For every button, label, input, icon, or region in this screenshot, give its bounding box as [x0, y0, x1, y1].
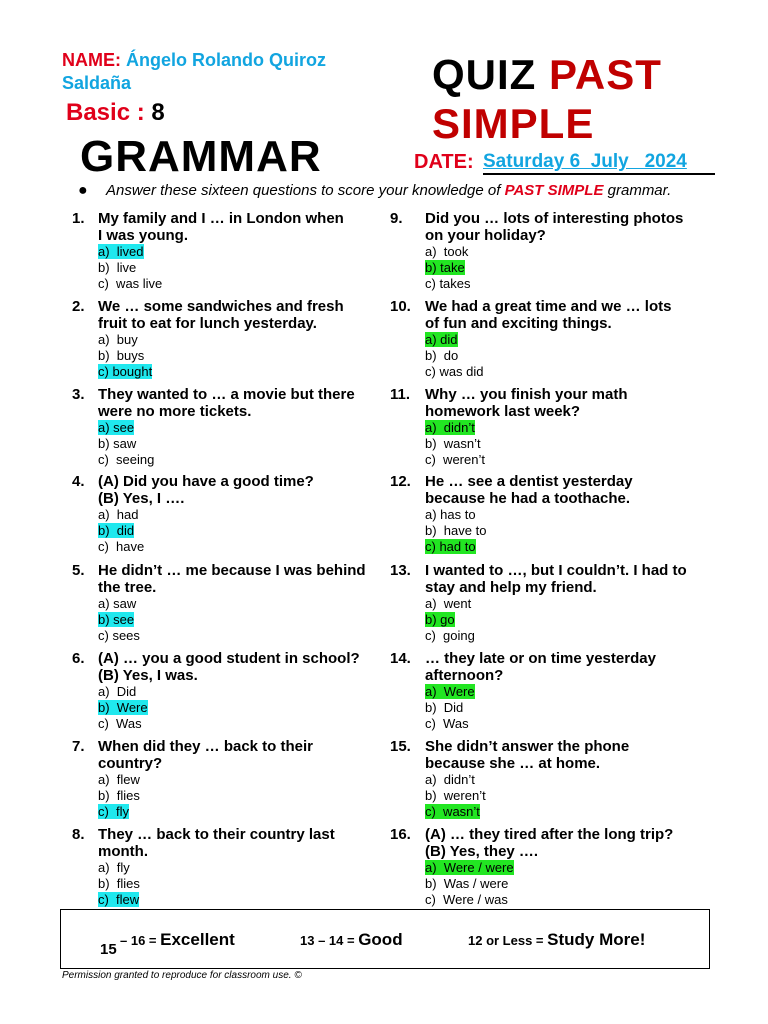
answer-option-row [98, 539, 144, 555]
grammar-heading: GRAMMAR [80, 132, 322, 181]
answer-option-row [425, 700, 475, 716]
answer-option-row [98, 523, 144, 539]
answer-option[interactable]: a) saw [98, 596, 137, 611]
answer-option-row [425, 364, 484, 380]
answer-option[interactable]: a) took [425, 244, 469, 259]
answer-options [98, 860, 140, 908]
question-line2: (B) Yes, I was. [98, 667, 198, 684]
question-text [98, 562, 398, 596]
score-range1-rest: – 16 = [120, 933, 157, 948]
answer-option-selected[interactable]: a) lived [98, 244, 144, 259]
question-line1: He … see a dentist yesterday [425, 473, 633, 490]
student-surname: Saldaña [62, 73, 132, 93]
question-line2: were no more tickets. [98, 403, 252, 420]
answer-option-selected[interactable]: c) flew [98, 892, 140, 907]
answer-option-row [98, 260, 162, 276]
answer-option[interactable]: b) do [425, 348, 459, 363]
answer-option-row [425, 876, 514, 892]
answer-options [98, 244, 162, 292]
quiz-word: QUIZ [432, 51, 537, 98]
answer-options [425, 772, 486, 820]
question-number: 1. [72, 210, 85, 227]
question-line1: They … back to their country last [98, 826, 335, 843]
question-text [98, 738, 398, 772]
question-line1: I wanted to …, but I couldn’t. I had to [425, 562, 687, 579]
question-line1: My family and I … in London when [98, 210, 344, 227]
quiz-title [432, 50, 662, 148]
question-line1: Did you … lots of interesting photos [425, 210, 684, 227]
score-range1 [120, 930, 235, 950]
question-line2: afternoon? [425, 667, 504, 684]
question-number: 6. [72, 650, 85, 667]
answer-option-selected[interactable]: a) did [425, 332, 458, 347]
question-line2: on your holiday? [425, 227, 546, 244]
answer-option-row [425, 804, 486, 820]
simple-word: SIMPLE [432, 100, 595, 147]
question-line2: month. [98, 843, 148, 860]
question-text [98, 650, 398, 684]
answer-option-row [98, 612, 140, 628]
question-number: 13. [390, 562, 411, 579]
answer-option[interactable]: a) buy [98, 332, 138, 347]
answer-option-row [98, 772, 140, 788]
answer-option-selected[interactable]: c) fly [98, 804, 130, 819]
score-range3 [468, 930, 645, 950]
question-text [425, 386, 725, 420]
answer-option-row [425, 716, 475, 732]
answer-option[interactable]: c) takes [425, 276, 471, 291]
answer-option[interactable]: b) weren’t [425, 788, 486, 803]
question-number: 12. [390, 473, 411, 490]
answer-option-row [98, 332, 152, 348]
answer-option-selected[interactable]: c) had to [425, 539, 476, 554]
question-line2: the tree. [98, 579, 157, 596]
question-text [98, 210, 398, 244]
footer-permission: Permission granted to reproduce for classroom use. © [62, 970, 302, 981]
answer-option[interactable]: c) have [98, 539, 145, 554]
answer-option[interactable]: c) seeing [98, 452, 155, 467]
question-number: 10. [390, 298, 411, 315]
answer-option-selected[interactable]: a) didn’t [425, 420, 475, 435]
answer-options [98, 596, 140, 644]
answer-option-row [98, 420, 154, 436]
answer-option-row [98, 628, 140, 644]
answer-option-selected[interactable]: b) take [425, 260, 465, 275]
answer-option[interactable]: c) Was [425, 716, 469, 731]
question-line2: homework last week? [425, 403, 581, 420]
answer-options [98, 684, 148, 732]
question-text [425, 826, 725, 860]
answer-option-row [98, 244, 162, 260]
answer-options [425, 244, 471, 292]
question-text [425, 473, 725, 507]
basic-value: 8 [151, 99, 165, 126]
answer-option-row [425, 772, 486, 788]
question-number: 3. [72, 386, 85, 403]
question-number: 15. [390, 738, 411, 755]
score-range1-label: Excellent [160, 930, 235, 949]
answer-option-row [98, 892, 140, 908]
answer-option-row [425, 628, 475, 644]
score-range3-num: 12 or Less = [468, 933, 544, 948]
answer-option-row [425, 452, 485, 468]
past-word: PAST [549, 51, 662, 98]
answer-option-row [425, 788, 486, 804]
question-text [425, 298, 725, 332]
bullet-icon: ● [78, 182, 88, 199]
question-line1: She didn’t answer the phone [425, 738, 630, 755]
question-number: 14. [390, 650, 411, 667]
answer-option[interactable]: a) flew [98, 772, 140, 787]
question-text [425, 650, 725, 684]
basic-level [66, 99, 165, 127]
answer-option-row [98, 804, 140, 820]
answer-option[interactable]: c) was did [425, 364, 484, 379]
answer-option[interactable]: b) Did [425, 700, 464, 715]
question-text [98, 386, 398, 420]
answer-option-row [98, 700, 148, 716]
answer-option[interactable]: c) weren’t [425, 452, 485, 467]
answer-option-row [425, 332, 484, 348]
instructions-text: Answer these sixteen questions to score your knowledge of [106, 182, 501, 199]
answer-option[interactable]: b) live [98, 260, 137, 275]
question-text [425, 738, 725, 772]
name-label: NAME: [62, 50, 121, 70]
answer-option-row [98, 507, 144, 523]
answer-option-row [425, 612, 475, 628]
answer-option-selected[interactable]: a) Were / were [425, 860, 514, 875]
question-line1: (A) Did you have a good time? [98, 473, 314, 490]
question-number: 7. [72, 738, 85, 755]
score-range2 [300, 930, 403, 950]
answer-option-row [98, 684, 148, 700]
question-text [425, 210, 725, 244]
question-line1: Why … you finish your math [425, 386, 628, 403]
answer-option-selected[interactable]: a) Were [425, 684, 475, 699]
answer-option[interactable]: c) Were / was [425, 892, 508, 907]
answer-option[interactable]: c) Was [98, 716, 142, 731]
question-line2: (B) Yes, I …. [98, 490, 185, 507]
instructions-highlight: PAST SIMPLE [504, 182, 604, 199]
answer-option-selected[interactable]: c) bought [98, 364, 153, 379]
answer-options [425, 684, 475, 732]
answer-option-row [425, 539, 486, 555]
score-range1-number: 15 [100, 941, 117, 958]
answer-option-row [98, 276, 162, 292]
answer-option-selected[interactable]: b) go [425, 612, 455, 627]
answer-options [425, 860, 514, 908]
question-number: 16. [390, 826, 411, 843]
question-line1: (A) … you a good student in school? [98, 650, 360, 667]
question-line1: He didn’t … me because I was behind [98, 562, 366, 579]
answer-options [98, 332, 152, 380]
instructions [106, 182, 671, 199]
answer-options [425, 507, 486, 555]
answer-option-selected[interactable]: b) did [98, 523, 135, 538]
score-range2-label: Good [358, 930, 403, 949]
question-number: 11. [390, 386, 411, 403]
answer-option-selected[interactable]: c) wasn’t [425, 804, 480, 819]
question-line1: When did they … back to their [98, 738, 314, 755]
answer-option-row [98, 452, 154, 468]
answer-option[interactable]: b) wasn’t [425, 436, 481, 451]
question-line2: because she … at home. [425, 755, 601, 772]
answer-option[interactable]: b) buys [98, 348, 145, 363]
date-label: DATE: [414, 151, 474, 173]
answer-option-row [425, 523, 486, 539]
answer-option-row [425, 860, 514, 876]
answer-option[interactable]: c) going [425, 628, 475, 643]
answer-options [98, 772, 140, 820]
answer-option-row [425, 420, 485, 436]
answer-option[interactable]: c) sees [98, 628, 140, 643]
answer-options [425, 332, 484, 380]
question-number: 5. [72, 562, 85, 579]
answer-option[interactable]: b) flies [98, 788, 140, 803]
question-text [98, 298, 398, 332]
answer-option-row [98, 596, 140, 612]
student-name: Ángelo Rolando Quiroz [126, 50, 327, 70]
answer-option[interactable]: a) fly [98, 860, 130, 875]
question-number: 8. [72, 826, 85, 843]
answer-option-row [98, 788, 140, 804]
answer-option-row [425, 596, 475, 612]
answer-options [98, 507, 144, 555]
question-number: 2. [72, 298, 85, 315]
answer-option-row [425, 244, 471, 260]
question-text [98, 473, 398, 507]
answer-option-row [98, 716, 148, 732]
answer-option[interactable]: b) Was / were [425, 876, 509, 891]
answer-option-row [98, 364, 152, 380]
answer-option-row [425, 684, 475, 700]
answer-option-row [425, 260, 471, 276]
answer-option-row [425, 436, 485, 452]
answer-option-row [425, 276, 471, 292]
answer-option-row [425, 507, 486, 523]
answer-option[interactable]: b) flies [98, 876, 140, 891]
question-line2: country? [98, 755, 163, 772]
question-number: 9. [390, 210, 403, 227]
question-line1: We … some sandwiches and fresh [98, 298, 344, 315]
answer-option[interactable]: b) saw [98, 436, 137, 451]
question-line1: (A) … they tired after the long trip? [425, 826, 674, 843]
answer-option-row [98, 436, 154, 452]
answer-option-row [98, 876, 140, 892]
answer-option-row [425, 892, 514, 908]
question-line2: fruit to eat for lunch yesterday. [98, 315, 317, 332]
answer-option-row [98, 860, 140, 876]
answer-options [98, 420, 154, 468]
question-line1: … they late or on time yesterday [425, 650, 656, 667]
answer-options [425, 420, 485, 468]
answer-option-row [425, 348, 484, 364]
answer-option[interactable]: a) had [98, 507, 139, 522]
answer-option-selected[interactable]: a) see [98, 420, 135, 435]
question-line2: stay and help my friend. [425, 579, 597, 596]
question-line2: I was young. [98, 227, 189, 244]
question-line1: We had a great time and we … lots [425, 298, 672, 315]
question-line1: They wanted to … a movie but there [98, 386, 355, 403]
answer-option[interactable]: a) went [425, 596, 472, 611]
score-range2-num: 13 – 14 = [300, 933, 355, 948]
question-line2: of fun and exciting things. [425, 315, 612, 332]
answer-option[interactable]: a) has to [425, 507, 476, 522]
question-number: 4. [72, 473, 85, 490]
question-text [98, 826, 398, 860]
date-value: Saturday 6 July 2024 [483, 151, 715, 175]
name-label-row [62, 50, 326, 71]
question-line2: because he had a toothache. [425, 490, 631, 507]
answer-option[interactable]: c) was live [98, 276, 163, 291]
answer-option-selected[interactable]: b) Were [98, 700, 148, 715]
question-line2: (B) Yes, they …. [425, 843, 539, 860]
answer-option[interactable]: a) Did [98, 684, 137, 699]
answer-option[interactable]: b) have to [425, 523, 487, 538]
answer-option-selected[interactable]: b) see [98, 612, 135, 627]
answer-option[interactable]: a) didn’t [425, 772, 475, 787]
answer-option-row [98, 348, 152, 364]
answer-options [425, 596, 475, 644]
question-text [425, 562, 725, 596]
score-range3-label: Study More! [547, 930, 646, 949]
basic-label: Basic : [66, 99, 145, 126]
instructions-end: grammar. [607, 182, 672, 199]
